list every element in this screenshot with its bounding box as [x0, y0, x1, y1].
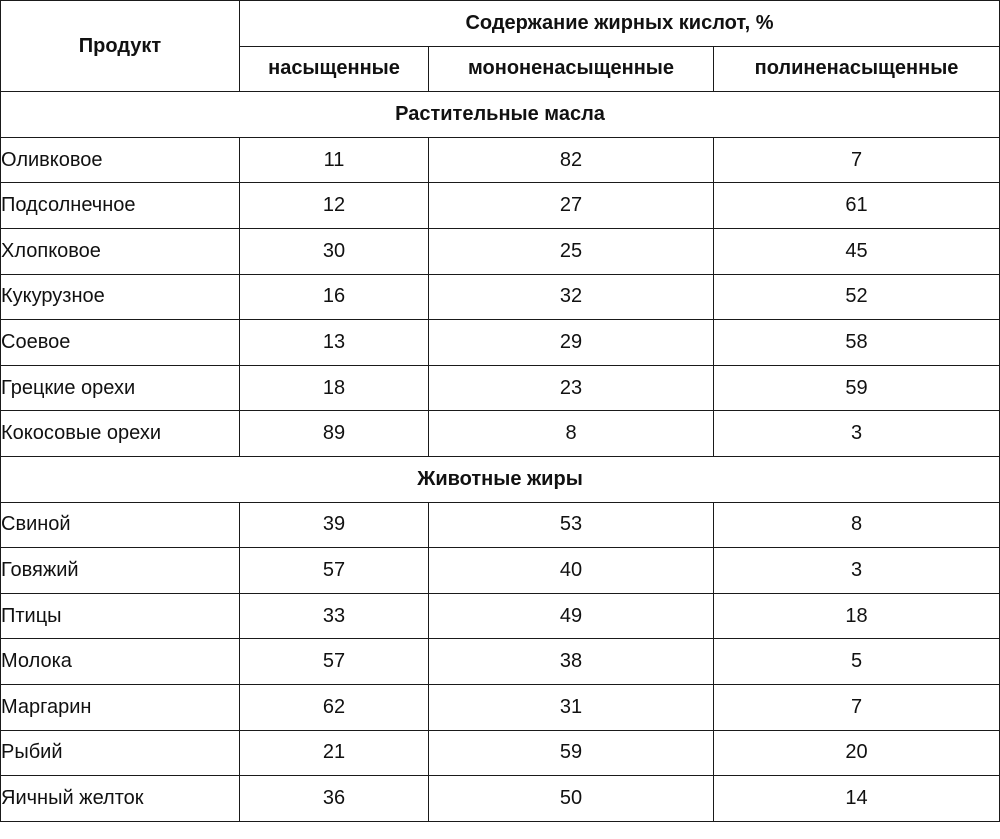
mono-value-cell: 23 [429, 365, 714, 411]
poly-value-cell: 5 [714, 639, 1000, 685]
product-name-cell: Говяжий [1, 548, 240, 594]
table-row [1, 320, 1000, 366]
mono-value-cell: 32 [429, 274, 714, 320]
table-row [1, 502, 1000, 548]
product-name-cell: Яичный желток [1, 776, 240, 822]
poly-value-cell: 7 [714, 137, 1000, 183]
mono-value-cell: 38 [429, 639, 714, 685]
table-row [1, 593, 1000, 639]
table-row [1, 730, 1000, 776]
poly-value-cell: 8 [714, 502, 1000, 548]
saturated-value-cell: 11 [240, 137, 429, 183]
mono-value-cell: 40 [429, 548, 714, 594]
saturated-value-cell: 62 [240, 684, 429, 730]
section-title: Растительные масла [1, 92, 1000, 138]
product-name-cell: Рыбий [1, 730, 240, 776]
mono-value-cell: 49 [429, 593, 714, 639]
table-row [1, 776, 1000, 822]
mono-value-cell: 53 [429, 502, 714, 548]
product-name-cell: Грецкие орехи [1, 365, 240, 411]
saturated-value-cell: 36 [240, 776, 429, 822]
table-row [1, 411, 1000, 457]
product-name-cell: Хлопковое [1, 228, 240, 274]
poly-value-cell: 59 [714, 365, 1000, 411]
poly-value-cell: 3 [714, 548, 1000, 594]
product-name-cell: Кокосовые орехи [1, 411, 240, 457]
table-row [1, 183, 1000, 229]
table-row [1, 137, 1000, 183]
saturated-value-cell: 30 [240, 228, 429, 274]
poly-value-cell: 45 [714, 228, 1000, 274]
table-row [1, 548, 1000, 594]
saturated-column-header: насыщенные [240, 46, 429, 92]
mono-value-cell: 50 [429, 776, 714, 822]
poly-value-cell: 18 [714, 593, 1000, 639]
poly-value-cell: 61 [714, 183, 1000, 229]
poly-value-cell: 58 [714, 320, 1000, 366]
mono-value-cell: 59 [429, 730, 714, 776]
table-row [1, 684, 1000, 730]
product-name-cell: Молока [1, 639, 240, 685]
mono-value-cell: 82 [429, 137, 714, 183]
saturated-value-cell: 18 [240, 365, 429, 411]
saturated-value-cell: 16 [240, 274, 429, 320]
mono-value-cell: 25 [429, 228, 714, 274]
saturated-value-cell: 89 [240, 411, 429, 457]
poly-column-header: полиненасыщенные [714, 46, 1000, 92]
product-name-cell: Подсолнечное [1, 183, 240, 229]
product-name-cell: Кукурузное [1, 274, 240, 320]
saturated-value-cell: 21 [240, 730, 429, 776]
mono-value-cell: 29 [429, 320, 714, 366]
product-name-cell: Соевое [1, 320, 240, 366]
saturated-value-cell: 57 [240, 548, 429, 594]
table-row [1, 228, 1000, 274]
saturated-value-cell: 12 [240, 183, 429, 229]
product-name-cell: Маргарин [1, 684, 240, 730]
mono-value-cell: 31 [429, 684, 714, 730]
table-row [1, 639, 1000, 685]
saturated-value-cell: 33 [240, 593, 429, 639]
product-name-cell: Свиной [1, 502, 240, 548]
product-name-cell: Оливковое [1, 137, 240, 183]
mono-value-cell: 27 [429, 183, 714, 229]
table-row [1, 365, 1000, 411]
section-row [1, 456, 1000, 502]
header-row-top [1, 1, 1000, 47]
section-title: Животные жиры [1, 456, 1000, 502]
poly-value-cell: 20 [714, 730, 1000, 776]
mono-value-cell: 8 [429, 411, 714, 457]
poly-value-cell: 52 [714, 274, 1000, 320]
fatty-acid-group-header: Содержание жирных кислот, % [240, 1, 1000, 47]
saturated-value-cell: 13 [240, 320, 429, 366]
section-row [1, 92, 1000, 138]
mono-column-header: мононенасыщенные [429, 46, 714, 92]
table-row [1, 274, 1000, 320]
product-name-cell: Птицы [1, 593, 240, 639]
table-body [1, 92, 1000, 822]
product-column-header: Продукт [1, 1, 240, 92]
poly-value-cell: 3 [714, 411, 1000, 457]
poly-value-cell: 14 [714, 776, 1000, 822]
saturated-value-cell: 57 [240, 639, 429, 685]
poly-value-cell: 7 [714, 684, 1000, 730]
saturated-value-cell: 39 [240, 502, 429, 548]
